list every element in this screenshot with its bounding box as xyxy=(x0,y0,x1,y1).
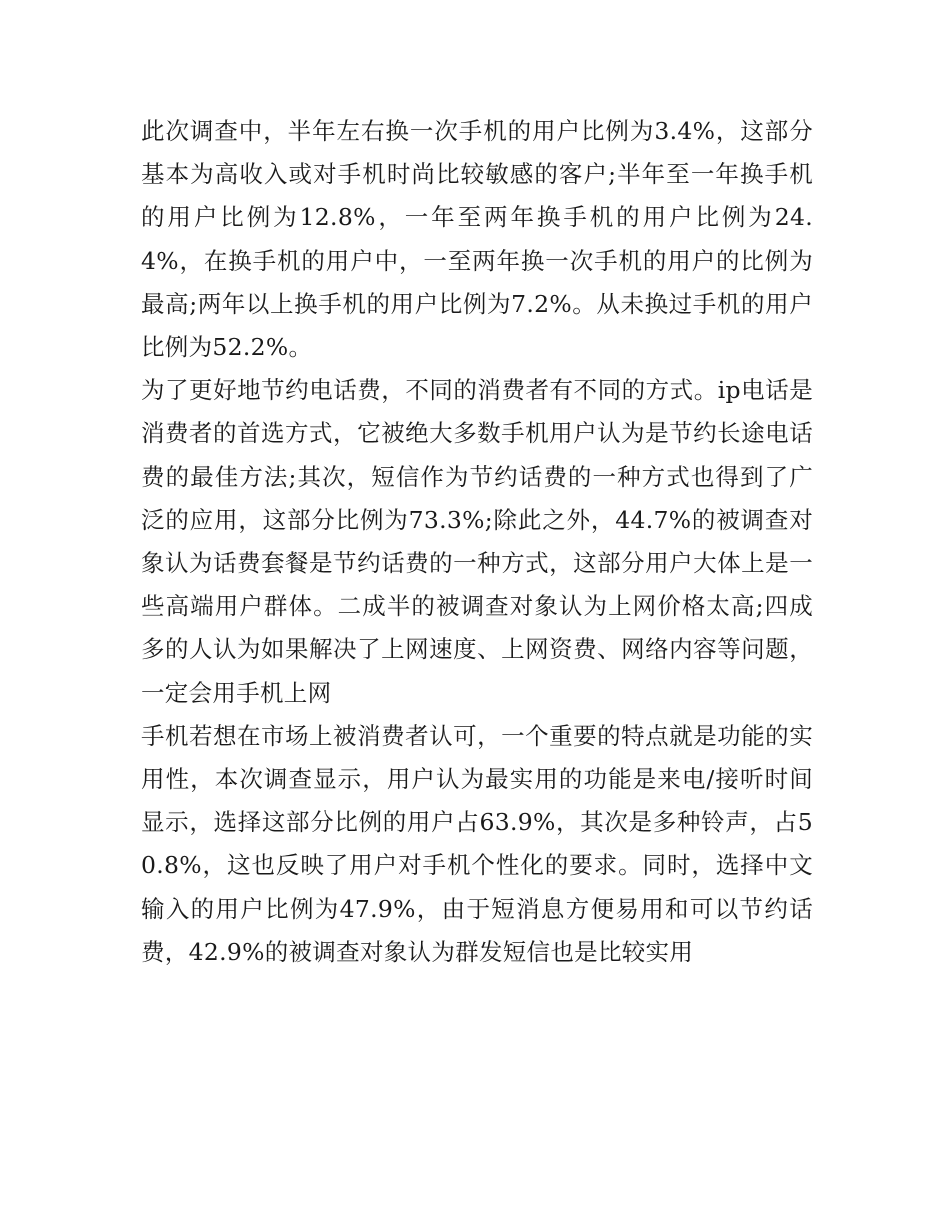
paragraph-practical-functions: 手机若想在市场上被消费者认可，一个重要的特点就是功能的实用性，本次调查显示，用户认为最实用的功能是来电/接听时间显示，选择这部分比例的用户占63.9%，其次是多种铃声，占50.8%，这也反映了用户对手机个性化的要求。同时，选择中文输入的用户比例为47.9%，由于短消息方便易用和可以节约话费，42.9%的被调查对象认为群发短信也是比较实用 xyxy=(141,721,813,966)
document-body xyxy=(141,110,813,974)
paragraph-phone-replacement: 此次调查中，半年左右换一次手机的用户比例为3.4%，这部分基本为高收入或对手机时尚比较敏感的客户;半年至一年换手机的用户比例为12.8%，一年至两年换手机的用户比例为24.4%，在换手机的用户中，一至两年换一次手机的用户的比例为最高;两年以上换手机的用户比例为7.2%。从未换过手机的用户比例为52.2%。 xyxy=(141,117,813,362)
paragraph-saving-phone-fees: 为了更好地节约电话费，不同的消费者有不同的方式。ip电话是消费者的首选方式，它被绝大多数手机用户认为是节约长途电话费的最佳方法;其次，短信作为节约话费的一种方式也得到了广泛的应用，这部分比例为73.3%;除此之外，44.7%的被调查对象认为话费套餐是节约话费的一种方式，这部分用户大体上是一些高端用户群体。二成半的被调查对象认为上网价格太高;四成多的人认为如果解决了上网速度、上网资费、网络内容等问题，一定会用手机上网 xyxy=(141,376,813,707)
